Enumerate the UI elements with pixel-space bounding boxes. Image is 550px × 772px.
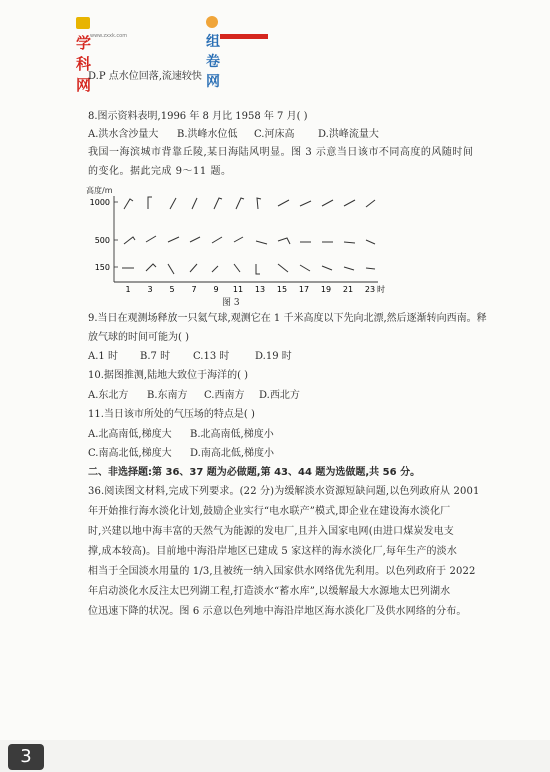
wind-barb-chart [86, 182, 386, 310]
xtick-3: 3 [147, 285, 153, 294]
q7-option-d: D.P 点水位回落,流速较快 [88, 71, 202, 82]
intro-line-1: 我国一海滨城市背靠丘陵,某日海陆风明显。图 3 示意当日该市不同高度的风随时间 [88, 147, 474, 158]
q11-option-c: C.南高北低,梯度大 [88, 448, 172, 459]
q9-option-b: B.7 时 [140, 351, 171, 362]
q36-line-5: 相当于全国淡水用量的 1/3,且被统一纳入国家供水网络优先利用。以色列政府于 2022 [88, 566, 476, 577]
section-2-heading: 二、非选择题:第 36、37 题为必做题,第 43、44 题为选做题,共 56 分。 [88, 467, 421, 478]
xtick-5: 5 [169, 285, 175, 294]
q8-option-a: A.洪水含沙量大 [88, 129, 159, 140]
xtick-19: 19 [320, 285, 332, 294]
q10-option-c: C.西南方 [204, 390, 245, 401]
logo-banner [220, 34, 268, 39]
q36-line-4: 撑,成本较高)。目前地中海沿岸地区已建成 5 家这样的海水淡化厂,每年生产的淡水 [88, 546, 457, 557]
q36-line-2: 年开始推行海水淡化计划,鼓励企业实行“电水联产”模式,即企业在建设海水淡化厂 [88, 506, 451, 517]
q8-stem: 8.图示资料表明,1996 年 8 月比 1958 年 7 月( ) [88, 111, 308, 122]
page-number-badge: 3 [8, 744, 44, 770]
x-axis-unit: 时 [377, 285, 385, 294]
q11-option-b: B.北高南低,梯度小 [190, 429, 274, 440]
xtick-1: 1 [125, 285, 131, 294]
xtick-13: 13 [254, 285, 266, 294]
figure-caption: 图 3 [222, 298, 240, 308]
q11-option-a: A.北高南低,梯度大 [88, 429, 172, 440]
ytick-1000: 1000 [89, 198, 110, 207]
q11-stem: 11.当日该市所处的气压场的特点是( ) [88, 409, 255, 420]
xtick-7: 7 [191, 285, 197, 294]
q10-option-b: B.东南方 [147, 390, 188, 401]
q8-option-b: B.洪峰水位低 [177, 129, 238, 140]
q9-option-a: A.1 时 [88, 351, 118, 362]
xtick-15: 15 [276, 285, 288, 294]
zujuan-logo: 组卷网 [206, 15, 220, 91]
q9-line-1: 9.当日在观测场释放一只氦气球,观测它在 1 千米高度以下先向北漂,然后逐渐转向西南。释 [88, 313, 487, 324]
q10-option-d: D.西北方 [259, 390, 300, 401]
q8-option-d: D.洪峰流量大 [318, 129, 379, 140]
intro-line-2: 的变化。据此完成 9～11 题。 [88, 166, 232, 177]
ytick-150: 150 [94, 263, 110, 272]
q9-line-2: 放气球的时间可能为( ) [88, 332, 189, 343]
q8-option-c: C.河床高 [254, 129, 295, 140]
ytick-500: 500 [94, 236, 110, 245]
xtick-23: 23 [364, 285, 376, 294]
q36-line-1: 36.阅读图文材料,完成下列要求。(22 分)为缓解淡水资源短缺问题,以色列政府从 2001 [88, 486, 480, 497]
q36-line-6: 年启动淡化水反注太巴列湖工程,打造淡水“蓄水库”,以缓解最大水源地太巴列湖水 [88, 586, 451, 597]
mortarboard-icon [76, 17, 90, 29]
xtick-11: 11 [232, 285, 244, 294]
q36-line-3: 时,兴建以地中海丰富的天然气为能源的发电厂,且并入国家电网(由进口煤炭发电支 [88, 526, 454, 537]
q9-option-d: D.19 时 [255, 351, 292, 362]
q36-text [88, 482, 480, 622]
q10-stem: 10.据图推测,陆地大致位于海洋的( ) [88, 370, 249, 381]
mascot-icon [206, 16, 218, 28]
q11-option-d: D.南高北低,梯度小 [190, 448, 275, 459]
xtick-17: 17 [298, 285, 310, 294]
xueke-logo: 学科网 [76, 14, 92, 95]
q36-line-7: 位迅速下降的状况。图 6 示意以色列地中海沿岸地区海水淡化厂及供水网络的分布。 [88, 606, 467, 617]
wind-barbs [122, 197, 375, 274]
q10-option-a: A.东北方 [88, 390, 129, 401]
xtick-9: 9 [213, 285, 219, 294]
y-axis-label: 高度/m [86, 186, 113, 195]
xtick-21: 21 [342, 285, 354, 294]
xueke-url: www.zxxk.com [90, 33, 128, 39]
q9-option-c: C.13 时 [193, 351, 230, 362]
